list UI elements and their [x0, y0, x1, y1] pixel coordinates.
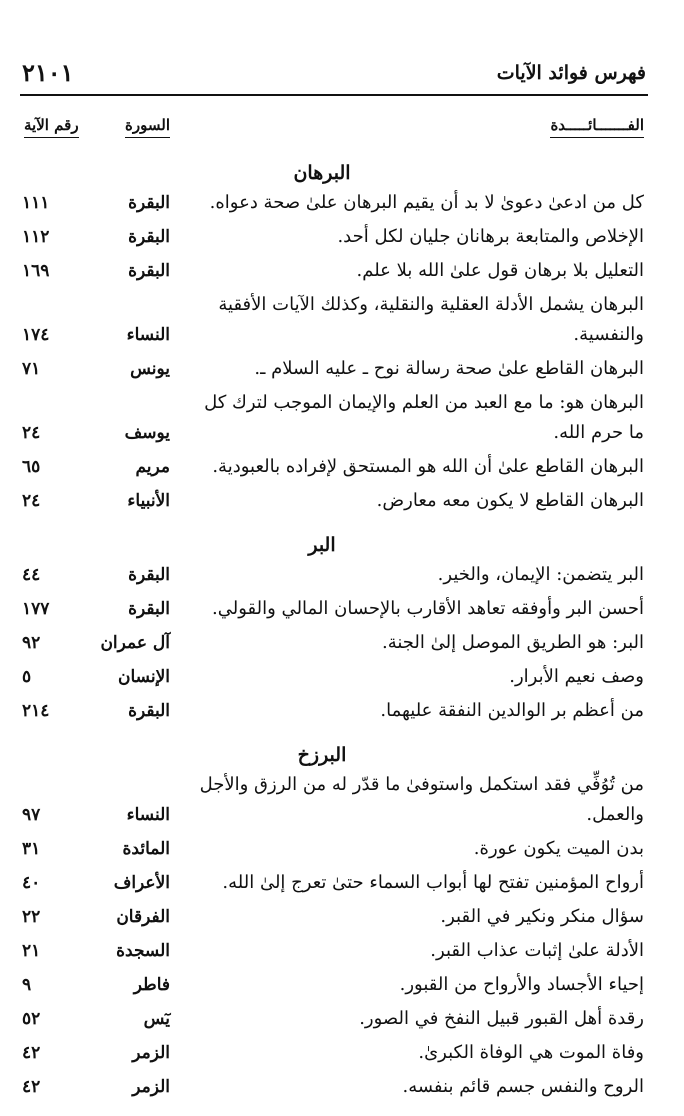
header-rule: [20, 94, 648, 96]
index-entry: [0, 1072, 684, 1102]
entry-verse-number: ٢٢: [22, 907, 41, 927]
index-entry: [0, 936, 684, 966]
entry-verse-number: ٥: [22, 667, 32, 687]
index-entry: [0, 1004, 684, 1034]
entry-verse-number: ١٧٤: [22, 325, 50, 345]
entry-verse-number: ١١٢: [22, 227, 50, 247]
entry-benefit-text: بدن الميت يكون عورة.: [473, 838, 644, 859]
entry-sura-name: البقرة: [128, 193, 170, 213]
page-number: ٢١٠١: [22, 58, 74, 87]
index-entry: [0, 770, 684, 830]
entry-sura-name: البقرة: [128, 261, 170, 281]
entry-sura-name: الأنبياء: [127, 491, 170, 511]
entry-benefit-text: الروح والنفس جسم قائم بنفسه.: [402, 1076, 644, 1097]
running-head: [22, 58, 646, 92]
entry-benefit-text: البرهان القاطع علىٰ صحة رسالة نوح ـ عليه السلام ـ.: [254, 358, 644, 379]
index-entry: [0, 1038, 684, 1068]
entry-benefit-text: الأدلة علىٰ إثبات عذاب القبر.: [430, 940, 644, 961]
entry-sura-name: البقرة: [128, 565, 170, 585]
entry-benefit-text: من أعظم بر الوالدين النفقة عليهما.: [380, 700, 644, 721]
index-entry: [0, 628, 684, 658]
entry-sura-name: النساء: [126, 805, 170, 825]
column-header-benefit: الفـــــــائـــــدة: [550, 116, 644, 134]
entry-benefit-text: البرهان القاطع علىٰ أن الله هو المستحق لإفراده بالعبودية.: [212, 456, 644, 477]
column-header-sura: السورة: [125, 116, 170, 134]
index-entry: [0, 486, 684, 516]
entry-sura-name: النساء: [126, 325, 170, 345]
entry-sura-name: الإنسان: [118, 667, 170, 687]
entry-sura-name: البقرة: [128, 227, 170, 247]
entry-sura-name: فاطر: [133, 975, 170, 995]
entry-verse-number: ٤٢: [22, 1043, 41, 1063]
entry-benefit-text: وفاة الموت هي الوفاة الكبرىٰ.: [418, 1042, 644, 1063]
index-entry: [0, 256, 684, 286]
entry-sura-name: البقرة: [128, 701, 170, 721]
entry-verse-number: ١٧٧: [22, 599, 50, 619]
entry-verse-number: ٩٢: [22, 633, 41, 653]
entry-verse-number: ٦٥: [22, 457, 41, 477]
entry-sura-name: يوسف: [124, 423, 170, 443]
entry-verse-number: ٤٠: [22, 873, 41, 893]
index-entry: [0, 354, 684, 384]
index-entry: [0, 902, 684, 932]
index-section: [0, 740, 684, 1102]
entry-verse-number: ٤٢: [22, 1077, 41, 1097]
entry-verse-number: ٥٢: [22, 1009, 41, 1029]
index-entry: [0, 290, 684, 350]
entry-verse-number: ٢٤: [22, 423, 41, 443]
entry-verse-number: ٤٤: [22, 565, 41, 585]
section-title: البرهان: [293, 162, 351, 184]
entry-benefit-text: وصف نعيم الأبرار.: [509, 666, 644, 687]
index-content: [0, 158, 684, 1116]
entry-benefit-text: البر: هو الطريق الموصل إلىٰ الجنة.: [381, 632, 644, 653]
column-header-verse: رقم الآية: [24, 116, 79, 134]
entry-verse-number: ١١١: [22, 193, 50, 213]
entry-benefit-text: البر يتضمن: الإيمان، والخير.: [437, 564, 644, 585]
index-entry: [0, 868, 684, 898]
entry-benefit-text: من تُوُفِّي فقد استكمل واستوفىٰ ما قدّر له من الرزق والأجل والعمل.: [199, 774, 644, 825]
entry-sura-name: البقرة: [128, 599, 170, 619]
entry-verse-number: ٧١: [22, 359, 41, 379]
index-section: [0, 158, 684, 516]
entry-sura-name: السجدة: [116, 941, 170, 961]
entry-sura-name: الأعراف: [113, 873, 170, 893]
entry-sura-name: يٓس: [143, 1009, 170, 1029]
index-entry: [0, 970, 684, 1000]
entry-sura-name: الفرقان: [116, 907, 170, 927]
entry-benefit-text: إحياء الأجساد والأرواح من القبور.: [399, 974, 644, 995]
entry-verse-number: ٢١: [22, 941, 41, 961]
index-entry: [0, 388, 684, 448]
entry-verse-number: ١٦٩: [22, 261, 50, 281]
entry-sura-name: المائدة: [122, 839, 170, 859]
entry-verse-number: ٢١٤: [22, 701, 50, 721]
index-entry: [0, 696, 684, 726]
index-entry: [0, 222, 684, 252]
entry-benefit-text: التعليل بلا برهان قول علىٰ الله بلا علم.: [356, 260, 644, 281]
section-title: البرزخ: [297, 744, 347, 766]
entry-verse-number: ٣١: [22, 839, 41, 859]
entry-verse-number: ٩: [22, 975, 32, 995]
entry-sura-name: آل عمران: [100, 633, 170, 653]
entry-sura-name: يونس: [130, 359, 170, 379]
index-entry: [0, 452, 684, 482]
section-title: البر: [308, 534, 336, 556]
entry-benefit-text: أحسن البر وأوفقه تعاهد الأقارب بالإحسان المالي والقولي.: [212, 598, 644, 619]
entry-benefit-text: الإخلاص والمتابعة برهانان جليان لكل أحد.: [337, 226, 644, 247]
entry-sura-name: الزمر: [132, 1043, 170, 1063]
entry-benefit-text: كل من ادعىٰ دعوىٰ لا بد أن يقيم البرهان علىٰ صحة دعواه.: [209, 192, 644, 213]
entry-sura-name: مريم: [135, 457, 170, 477]
entry-benefit-text: البرهان هو: ما مع العبد من العلم والإيمان الموجب لترك كل ما حرم الله.: [204, 392, 644, 443]
entry-benefit-text: البرهان القاطع لا يكون معه معارض.: [376, 490, 644, 511]
index-entry: [0, 834, 684, 864]
index-entry: [0, 594, 684, 624]
index-entry: [0, 188, 684, 218]
entry-benefit-text: سؤال منكر ونكير في القبر.: [440, 906, 644, 927]
index-entry: [0, 662, 684, 692]
index-section: [0, 530, 684, 726]
entry-sura-name: الزمر: [132, 1077, 170, 1097]
entry-verse-number: ٩٧: [22, 805, 41, 825]
index-entry: [0, 560, 684, 590]
running-head-title: فهرس فوائد الآيات: [496, 62, 646, 84]
entry-verse-number: ٢٤: [22, 491, 41, 511]
entry-benefit-text: البرهان يشمل الأدلة العقلية والنقلية، وكذلك الآيات الأفقية والنفسية.: [218, 294, 644, 345]
entry-benefit-text: رقدة أهل القبور قبيل النفخ في الصور.: [359, 1008, 644, 1029]
entry-benefit-text: أرواح المؤمنين تفتح لها أبواب السماء حتىٰ تعرج إلىٰ الله.: [222, 872, 644, 893]
